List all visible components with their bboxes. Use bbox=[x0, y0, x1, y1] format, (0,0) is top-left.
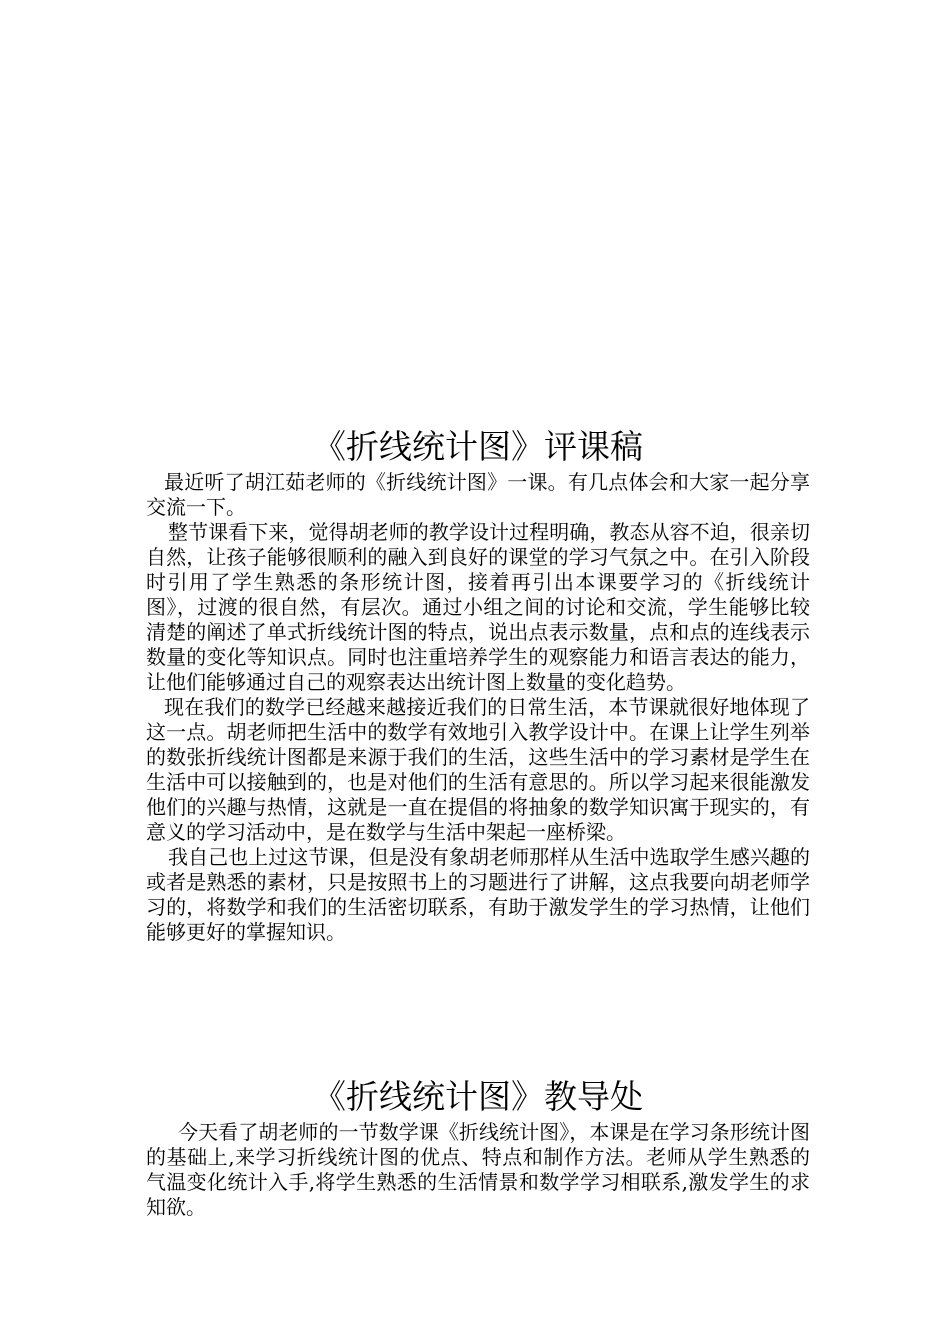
paragraph: 整节课看下来，觉得胡老师的教学设计过程明确，教态从容不迫，很亲切自然，让孩子能够很顺利的融入到良好的课堂的学习气氛之中。在引入阶段时引用了学生熟悉的条形统计图，接着再引出本课要学习的《折线统计图》，过渡的很自然，有层次。通过小组之间的讨论和交流，学生能够比较清楚的阐述了单式折线统计图的特点，说出点表示数量，点和点的连线表示数量的变化等知识点。同时也注重培养学生的观察能力和语言表达的能力，让他们能够通过自己的观察表达出统计图上数量的变化趋势。 bbox=[146, 520, 810, 694]
section-teaching-office bbox=[146, 1074, 810, 1220]
paragraph: 今天看了胡老师的一节数学课《折线统计图》，本课是在学习条形统计图的基础上,来学习折线统计图的优点、特点和制作方法。老师从学生熟悉的气温变化统计入手,将学生熟悉的生活情景和数学学习相联系,激发学生的求知欲。 bbox=[146, 1120, 810, 1219]
section-evaluation bbox=[146, 424, 810, 945]
section-title: 《折线统计图》评课稿 bbox=[313, 427, 643, 466]
paragraph: 最近听了胡江茹老师的《折线统计图》一课。有几点体会和大家一起分享交流一下。 bbox=[146, 470, 810, 519]
paragraph: 现在我们的数学已经越来越接近我们的日常生活，本节课就很好地体现了这一点。胡老师把生活中的数学有效地引入教学设计中。在课上让学生列举的数张折线统计图都是来源于我们的生活，这些生活中的学习素材是学生在生活中可以接触到的，也是对他们的生活有意思的。所以学习起来很能激发他们的兴趣与热情，这就是一直在提倡的将抽象的数学知识寓于现实的，有意义的学习活动中，是在数学与生活中架起一座桥梁。 bbox=[146, 695, 810, 844]
section-title: 《折线统计图》教导处 bbox=[313, 1077, 643, 1116]
paragraph: 我自己也上过这节课，但是没有象胡老师那样从生活中选取学生感兴趣的或者是熟悉的素材，只是按照书上的习题进行了讲解，这点我要向胡老师学习的，将数学和我们的生活密切联系，有助于激发学生的学习热情，让他们能够更好的掌握知识。 bbox=[146, 845, 810, 944]
